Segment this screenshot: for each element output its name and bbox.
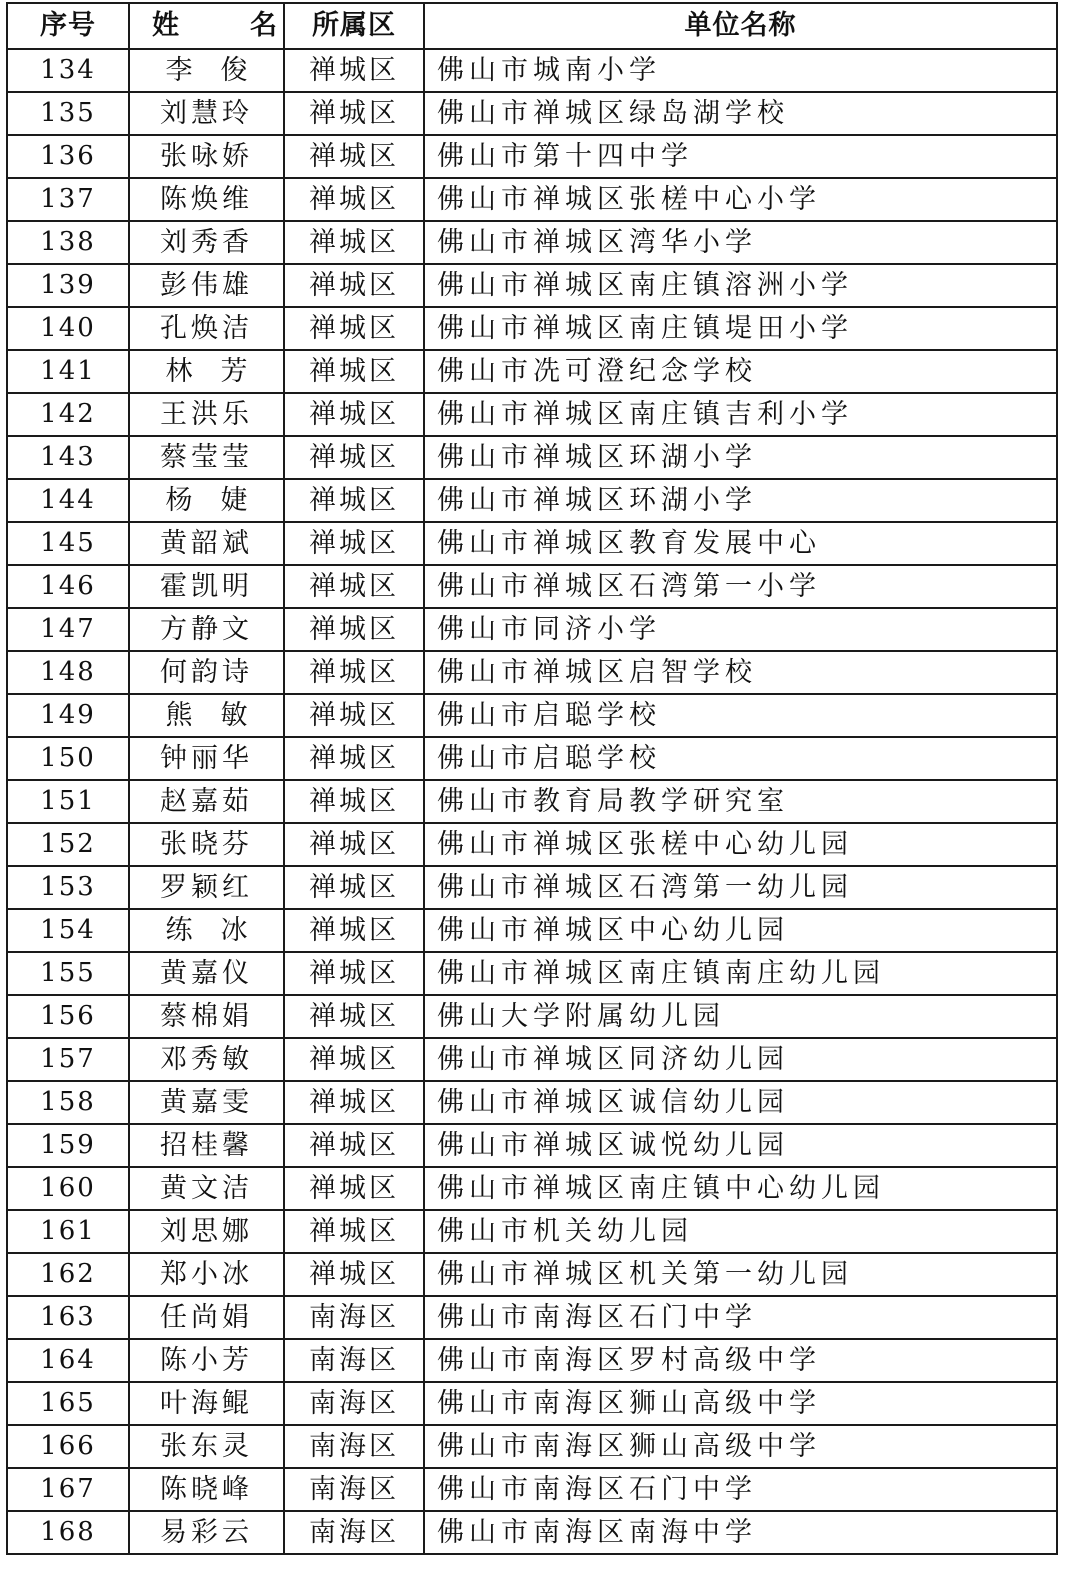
unit-cell: 佛山市南海区石门中学 — [424, 1468, 1057, 1511]
district-cell: 禅城区 — [284, 1038, 424, 1081]
table-row — [7, 1296, 1057, 1339]
name-cell: 刘慧玲 — [129, 92, 284, 135]
serial-cell: 166 — [7, 1425, 129, 1468]
serial-cell: 160 — [7, 1167, 129, 1210]
table-row — [7, 1167, 1057, 1210]
name-cell: 张晓芬 — [129, 823, 284, 866]
name-cell: 张东灵 — [129, 1425, 284, 1468]
name-cell: 蔡棉娟 — [129, 995, 284, 1038]
unit-cell: 佛山市禅城区湾华小学 — [424, 221, 1057, 264]
name-cell: 黄嘉仪 — [129, 952, 284, 995]
serial-cell: 159 — [7, 1124, 129, 1167]
table-row — [7, 350, 1057, 393]
district-cell: 禅城区 — [284, 1167, 424, 1210]
name-cell: 罗颖红 — [129, 866, 284, 909]
name-cell: 黄韶斌 — [129, 522, 284, 565]
serial-cell: 162 — [7, 1253, 129, 1296]
district-cell: 禅城区 — [284, 393, 424, 436]
serial-cell: 165 — [7, 1382, 129, 1425]
district-cell: 禅城区 — [284, 651, 424, 694]
name-cell: 叶海鲲 — [129, 1382, 284, 1425]
district-cell: 禅城区 — [284, 1124, 424, 1167]
table-row — [7, 135, 1057, 178]
name-cell: 任尚娟 — [129, 1296, 284, 1339]
district-cell: 禅城区 — [284, 522, 424, 565]
table-row — [7, 737, 1057, 780]
name-cell: 招桂馨 — [129, 1124, 284, 1167]
district-cell: 禅城区 — [284, 178, 424, 221]
table-row — [7, 909, 1057, 952]
serial-cell: 139 — [7, 264, 129, 307]
unit-cell: 佛山市禅城区机关第一幼儿园 — [424, 1253, 1057, 1296]
district-cell: 禅城区 — [284, 479, 424, 522]
table-row — [7, 1468, 1057, 1511]
district-cell: 南海区 — [284, 1296, 424, 1339]
unit-cell: 佛山市禅城区中心幼儿园 — [424, 909, 1057, 952]
unit-cell: 佛山大学附属幼儿园 — [424, 995, 1057, 1038]
table-row — [7, 393, 1057, 436]
district-cell: 南海区 — [284, 1382, 424, 1425]
serial-cell: 144 — [7, 479, 129, 522]
serial-cell: 146 — [7, 565, 129, 608]
unit-cell: 佛山市冼可澄纪念学校 — [424, 350, 1057, 393]
district-cell: 禅城区 — [284, 823, 424, 866]
unit-cell: 佛山市禅城区石湾第一小学 — [424, 565, 1057, 608]
district-cell: 禅城区 — [284, 608, 424, 651]
serial-cell: 152 — [7, 823, 129, 866]
serial-cell: 164 — [7, 1339, 129, 1382]
table-row — [7, 565, 1057, 608]
serial-cell: 140 — [7, 307, 129, 350]
name-cell: 王洪乐 — [129, 393, 284, 436]
unit-cell: 佛山市禅城区张槎中心小学 — [424, 178, 1057, 221]
name-cell: 彭伟雄 — [129, 264, 284, 307]
district-cell: 禅城区 — [284, 995, 424, 1038]
unit-cell: 佛山市南海区狮山高级中学 — [424, 1425, 1057, 1468]
roster-table — [6, 2, 1058, 1555]
unit-cell: 佛山市禅城区南庄镇南庄幼儿园 — [424, 952, 1057, 995]
table-row — [7, 694, 1057, 737]
district-cell: 禅城区 — [284, 350, 424, 393]
district-cell: 禅城区 — [284, 307, 424, 350]
table-row — [7, 178, 1057, 221]
table-row — [7, 1038, 1057, 1081]
serial-cell: 149 — [7, 694, 129, 737]
table-row — [7, 1339, 1057, 1382]
name-cell: 方静文 — [129, 608, 284, 651]
serial-cell: 163 — [7, 1296, 129, 1339]
unit-cell: 佛山市同济小学 — [424, 608, 1057, 651]
name-cell: 黄文洁 — [129, 1167, 284, 1210]
district-cell: 禅城区 — [284, 135, 424, 178]
table-header — [7, 3, 1057, 49]
serial-cell: 155 — [7, 952, 129, 995]
unit-cell: 佛山市启聪学校 — [424, 737, 1057, 780]
unit-cell: 佛山市禅城区南庄镇中心幼儿园 — [424, 1167, 1057, 1210]
serial-cell: 156 — [7, 995, 129, 1038]
name-cell: 霍凯明 — [129, 565, 284, 608]
table-row — [7, 49, 1057, 92]
serial-cell: 135 — [7, 92, 129, 135]
name-cell: 何韵诗 — [129, 651, 284, 694]
header-name: 姓 名 — [129, 3, 284, 49]
table-row — [7, 307, 1057, 350]
serial-cell: 161 — [7, 1210, 129, 1253]
table-row — [7, 221, 1057, 264]
district-cell: 禅城区 — [284, 436, 424, 479]
serial-cell: 134 — [7, 49, 129, 92]
name-cell: 杨婕 — [129, 479, 284, 522]
district-cell: 禅城区 — [284, 49, 424, 92]
serial-cell: 141 — [7, 350, 129, 393]
unit-cell: 佛山市禅城区诚信幼儿园 — [424, 1081, 1057, 1124]
serial-cell: 154 — [7, 909, 129, 952]
name-cell: 陈焕维 — [129, 178, 284, 221]
unit-cell: 佛山市南海区南海中学 — [424, 1511, 1057, 1554]
name-cell: 刘思娜 — [129, 1210, 284, 1253]
table-row — [7, 479, 1057, 522]
unit-cell: 佛山市城南小学 — [424, 49, 1057, 92]
table-row — [7, 1210, 1057, 1253]
name-cell: 李俊 — [129, 49, 284, 92]
serial-cell: 157 — [7, 1038, 129, 1081]
district-cell: 禅城区 — [284, 737, 424, 780]
unit-cell: 佛山市禅城区环湖小学 — [424, 436, 1057, 479]
header-row — [7, 3, 1057, 49]
name-cell: 郑小冰 — [129, 1253, 284, 1296]
name-cell: 陈小芳 — [129, 1339, 284, 1382]
district-cell: 南海区 — [284, 1468, 424, 1511]
unit-cell: 佛山市禅城区诚悦幼儿园 — [424, 1124, 1057, 1167]
name-cell: 钟丽华 — [129, 737, 284, 780]
table-row — [7, 264, 1057, 307]
header-unit: 单位名称 — [424, 3, 1057, 49]
district-cell: 禅城区 — [284, 1081, 424, 1124]
name-cell: 林芳 — [129, 350, 284, 393]
unit-cell: 佛山市禅城区石湾第一幼儿园 — [424, 866, 1057, 909]
serial-cell: 137 — [7, 178, 129, 221]
name-cell: 练冰 — [129, 909, 284, 952]
district-cell: 禅城区 — [284, 694, 424, 737]
table-row — [7, 780, 1057, 823]
serial-cell: 147 — [7, 608, 129, 651]
table-body — [7, 49, 1057, 1554]
table-row — [7, 995, 1057, 1038]
district-cell: 禅城区 — [284, 866, 424, 909]
name-cell: 易彩云 — [129, 1511, 284, 1554]
unit-cell: 佛山市教育局教学研究室 — [424, 780, 1057, 823]
unit-cell: 佛山市禅城区南庄镇堤田小学 — [424, 307, 1057, 350]
district-cell: 禅城区 — [284, 909, 424, 952]
name-cell: 熊敏 — [129, 694, 284, 737]
serial-cell: 151 — [7, 780, 129, 823]
table-row — [7, 608, 1057, 651]
district-cell: 禅城区 — [284, 264, 424, 307]
unit-cell: 佛山市禅城区环湖小学 — [424, 479, 1057, 522]
unit-cell: 佛山市禅城区南庄镇溶洲小学 — [424, 264, 1057, 307]
serial-cell: 148 — [7, 651, 129, 694]
table-row — [7, 1425, 1057, 1468]
serial-cell: 153 — [7, 866, 129, 909]
name-cell: 孔焕洁 — [129, 307, 284, 350]
district-cell: 南海区 — [284, 1511, 424, 1554]
unit-cell: 佛山市南海区罗村高级中学 — [424, 1339, 1057, 1382]
district-cell: 禅城区 — [284, 1253, 424, 1296]
serial-cell: 145 — [7, 522, 129, 565]
serial-cell: 167 — [7, 1468, 129, 1511]
name-cell: 邓秀敏 — [129, 1038, 284, 1081]
unit-cell: 佛山市禅城区同济幼儿园 — [424, 1038, 1057, 1081]
table-row — [7, 651, 1057, 694]
unit-cell: 佛山市南海区石门中学 — [424, 1296, 1057, 1339]
serial-cell: 150 — [7, 737, 129, 780]
table-row — [7, 1382, 1057, 1425]
unit-cell: 佛山市第十四中学 — [424, 135, 1057, 178]
unit-cell: 佛山市禅城区启智学校 — [424, 651, 1057, 694]
district-cell: 禅城区 — [284, 952, 424, 995]
name-cell: 刘秀香 — [129, 221, 284, 264]
district-cell: 禅城区 — [284, 1210, 424, 1253]
table-row — [7, 522, 1057, 565]
district-cell: 禅城区 — [284, 92, 424, 135]
table-row — [7, 866, 1057, 909]
serial-cell: 143 — [7, 436, 129, 479]
unit-cell: 佛山市南海区狮山高级中学 — [424, 1382, 1057, 1425]
district-cell: 南海区 — [284, 1339, 424, 1382]
unit-cell: 佛山市禅城区绿岛湖学校 — [424, 92, 1057, 135]
name-cell: 陈晓峰 — [129, 1468, 284, 1511]
district-cell: 禅城区 — [284, 780, 424, 823]
table-row — [7, 436, 1057, 479]
header-district: 所属区 — [284, 3, 424, 49]
unit-cell: 佛山市禅城区教育发展中心 — [424, 522, 1057, 565]
table-row — [7, 1081, 1057, 1124]
table-row — [7, 952, 1057, 995]
serial-cell: 158 — [7, 1081, 129, 1124]
name-cell: 张咏娇 — [129, 135, 284, 178]
unit-cell: 佛山市启聪学校 — [424, 694, 1057, 737]
district-cell: 南海区 — [284, 1425, 424, 1468]
serial-cell: 136 — [7, 135, 129, 178]
district-cell: 禅城区 — [284, 221, 424, 264]
table-row — [7, 1124, 1057, 1167]
unit-cell: 佛山市禅城区张槎中心幼儿园 — [424, 823, 1057, 866]
unit-cell: 佛山市禅城区南庄镇吉利小学 — [424, 393, 1057, 436]
table-row — [7, 823, 1057, 866]
district-cell: 禅城区 — [284, 565, 424, 608]
name-cell: 蔡莹莹 — [129, 436, 284, 479]
roster-table-container — [6, 2, 1056, 1555]
serial-cell: 168 — [7, 1511, 129, 1554]
name-cell: 赵嘉茹 — [129, 780, 284, 823]
serial-cell: 142 — [7, 393, 129, 436]
table-row — [7, 1253, 1057, 1296]
name-cell: 黄嘉雯 — [129, 1081, 284, 1124]
table-row — [7, 92, 1057, 135]
unit-cell: 佛山市机关幼儿园 — [424, 1210, 1057, 1253]
header-serial: 序号 — [7, 3, 129, 49]
serial-cell: 138 — [7, 221, 129, 264]
table-row — [7, 1511, 1057, 1554]
